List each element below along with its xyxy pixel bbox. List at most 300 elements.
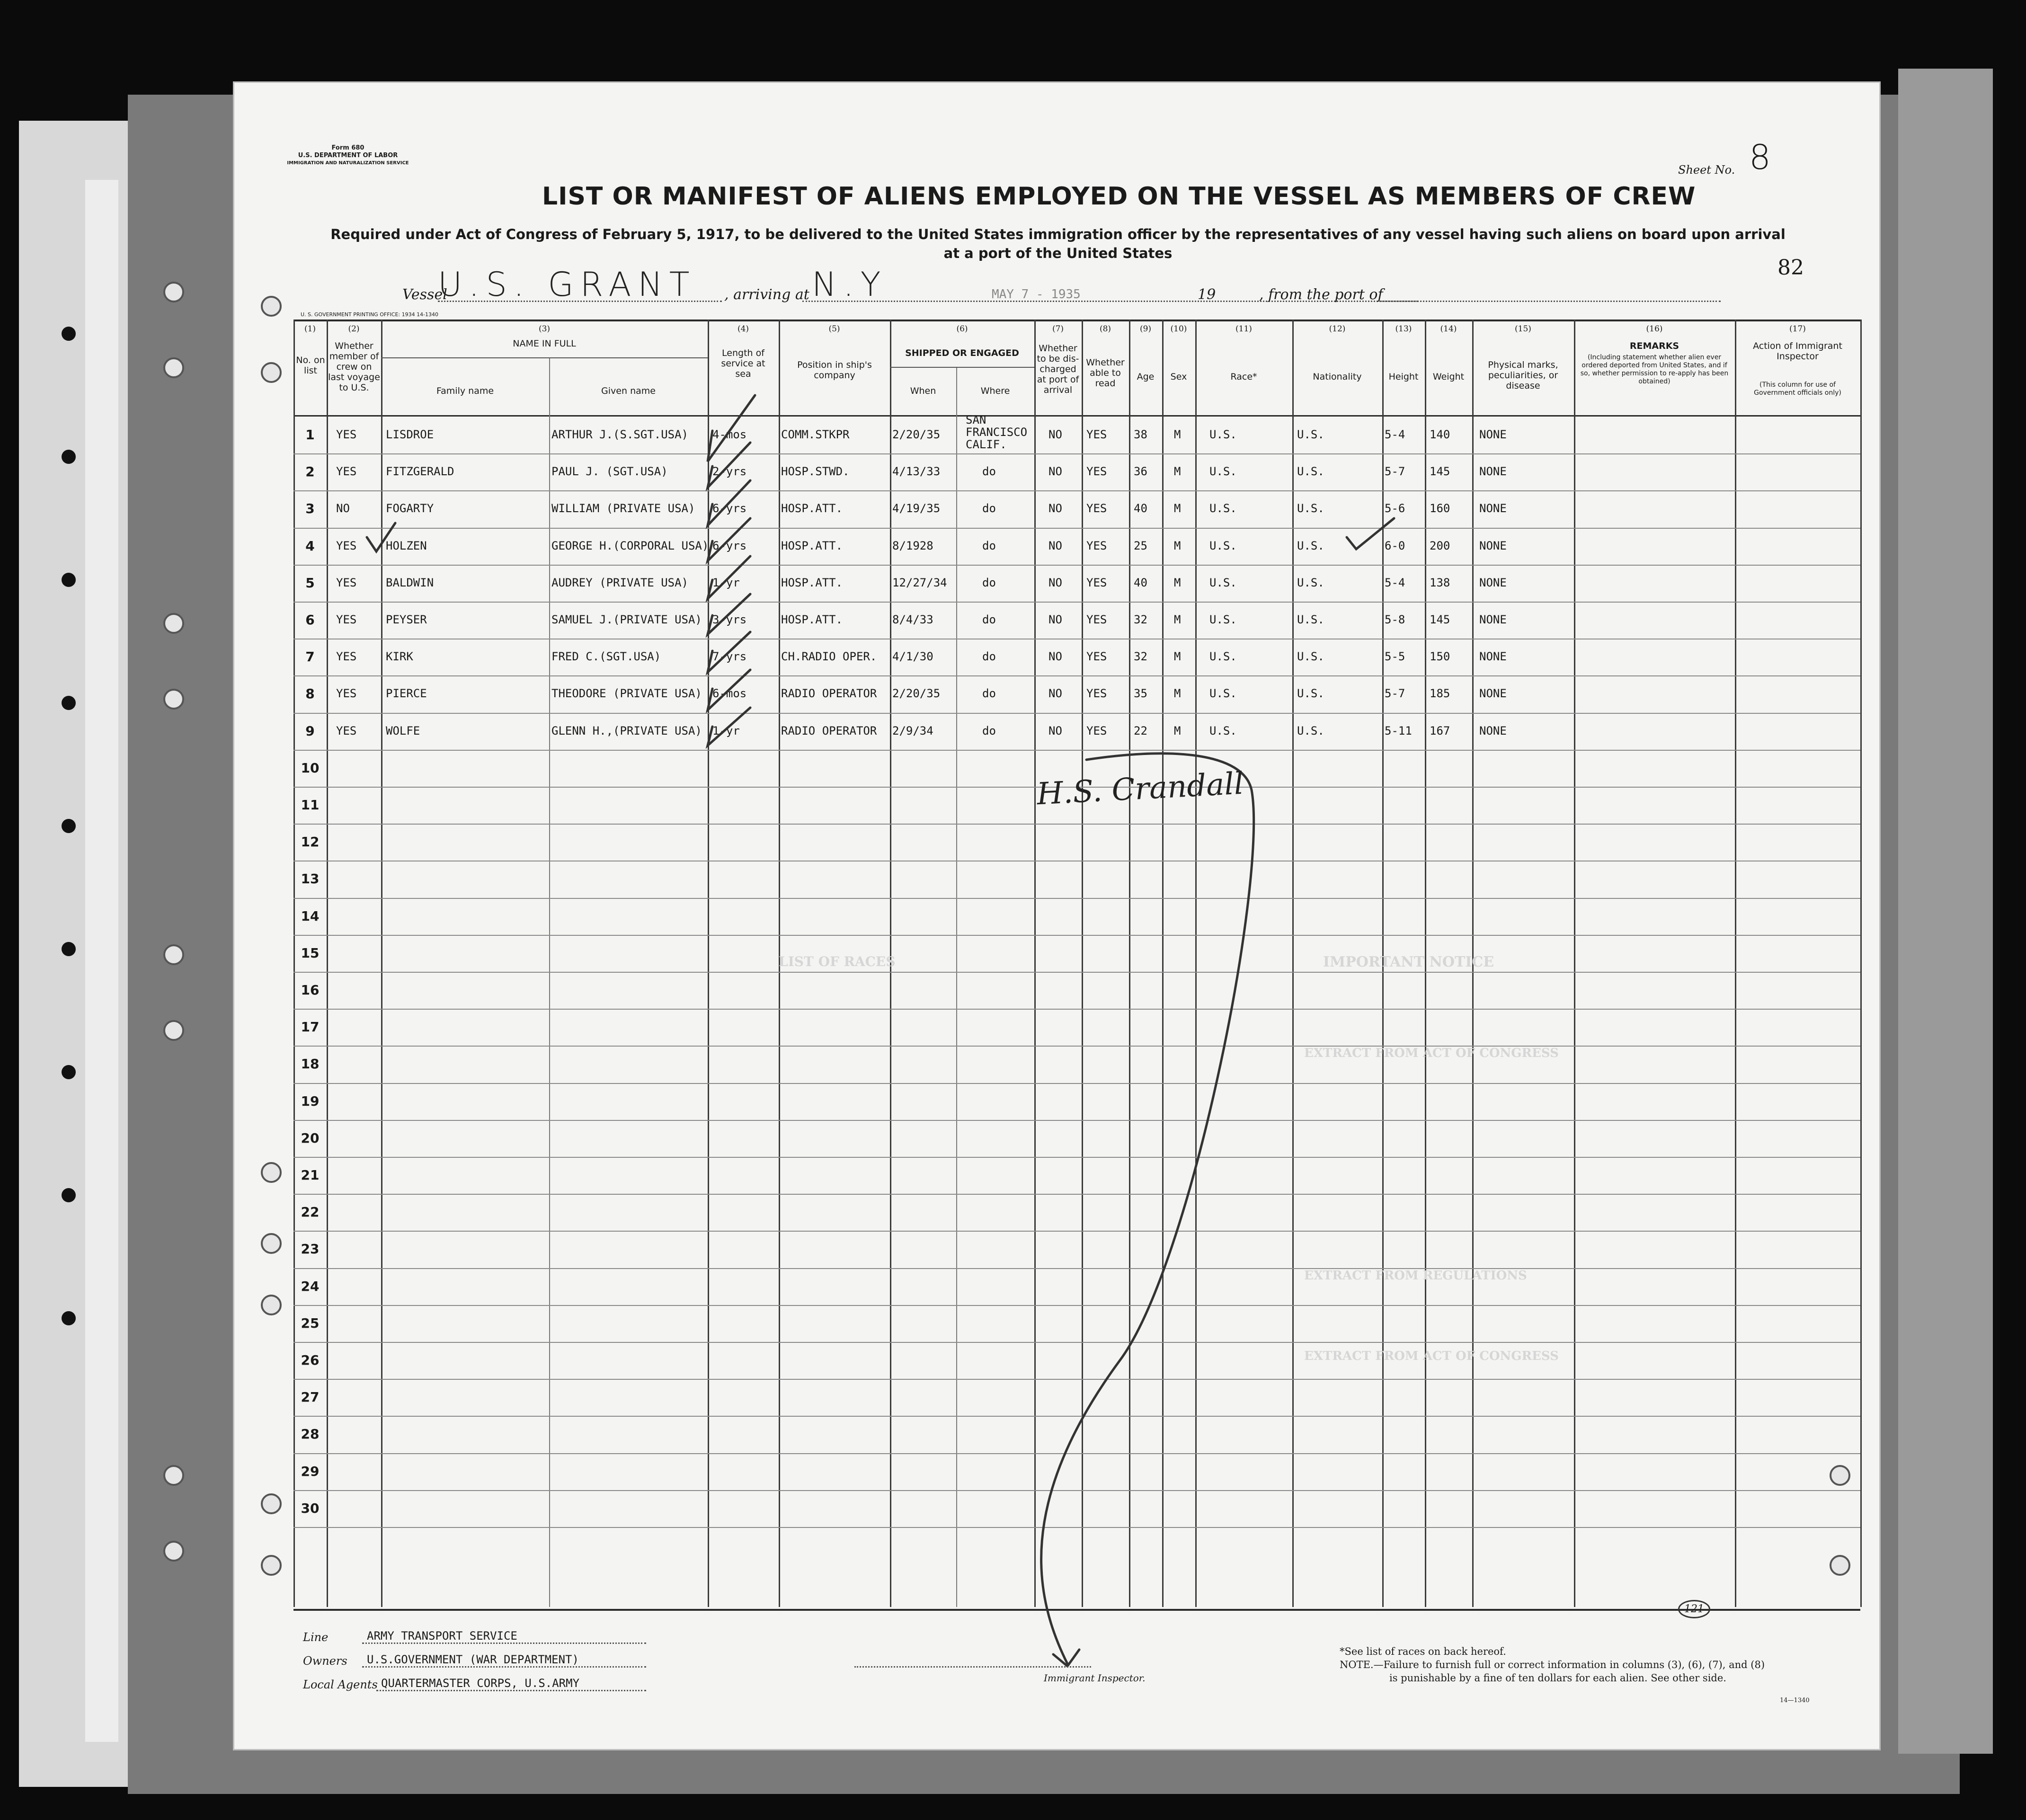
crew-sex: M bbox=[1174, 465, 1181, 479]
row-number: 17 bbox=[301, 1019, 320, 1035]
col-header-physical-marks: Physical marks, peculiarities, or disease bbox=[1488, 360, 1558, 391]
crew-height: 5-5 bbox=[1385, 650, 1405, 664]
crew-family-name: FOGARTY bbox=[386, 502, 434, 515]
crew-weight: 150 bbox=[1430, 650, 1450, 664]
crew-shipped-where: do bbox=[982, 502, 996, 515]
crew-nationality: U.S. bbox=[1297, 650, 1324, 664]
row-number: 9 bbox=[305, 723, 315, 739]
col-num: (14) bbox=[1440, 324, 1457, 334]
crew-discharged: NO bbox=[1049, 687, 1062, 701]
col-num: (4) bbox=[737, 324, 749, 334]
back-sheet-edge bbox=[1898, 69, 1993, 1754]
row-line bbox=[293, 935, 1860, 936]
row-number: 11 bbox=[301, 797, 320, 813]
crew-discharged: NO bbox=[1049, 724, 1062, 737]
crew-age: 40 bbox=[1134, 576, 1147, 589]
crew-discharged: NO bbox=[1049, 502, 1062, 515]
binding-hole bbox=[62, 819, 76, 833]
row-line bbox=[293, 1268, 1860, 1269]
crew-position: HOSP.ATT. bbox=[781, 502, 843, 515]
crew-family-name: HOLZEN bbox=[386, 539, 427, 552]
crew-given-name: GLENN H.,(PRIVATE USA) bbox=[551, 724, 702, 737]
crew-position: HOSP.ATT. bbox=[781, 539, 843, 552]
row-line bbox=[293, 1083, 1860, 1084]
crew-service-length: 3-yrs bbox=[712, 613, 747, 626]
crew-shipped-when: 2/20/35 bbox=[892, 687, 941, 701]
crew-shipped-where: do bbox=[982, 465, 996, 479]
row-line bbox=[293, 1490, 1860, 1491]
punch-hole bbox=[261, 296, 282, 317]
crew-prev-voyage: YES bbox=[336, 428, 357, 441]
crew-sex: M bbox=[1174, 502, 1181, 515]
crew-shipped-where: do bbox=[982, 650, 996, 664]
crew-prev-voyage: YES bbox=[336, 539, 357, 552]
col-line bbox=[1860, 320, 1862, 1607]
col-header-sex: Sex bbox=[1170, 372, 1187, 382]
row-number: 30 bbox=[301, 1500, 320, 1516]
row-number: 13 bbox=[301, 871, 320, 887]
header-divider bbox=[293, 415, 1860, 417]
crew-service-length: 6-mos bbox=[712, 687, 747, 701]
col-num: (6) bbox=[956, 324, 968, 334]
form-header bbox=[286, 144, 409, 167]
col-header-remarks-note: (Including statement whether alien ever ordered deported from United States, and if so, whether permission to re-apply has been obtained) bbox=[1580, 354, 1729, 385]
owners-value: U.S.GOVERNMENT (WAR DEPARTMENT) bbox=[367, 1653, 579, 1666]
crew-shipped-where: do bbox=[982, 576, 996, 589]
col-header-age: Age bbox=[1137, 372, 1155, 382]
row-line bbox=[293, 1527, 1860, 1528]
crew-age: 22 bbox=[1134, 724, 1147, 737]
row-line bbox=[293, 528, 1860, 529]
crew-weight: 145 bbox=[1430, 465, 1450, 479]
crew-sex: M bbox=[1174, 539, 1181, 552]
col-line bbox=[956, 367, 957, 1607]
crew-service-length: 1-yr bbox=[712, 724, 740, 737]
crew-given-name: FRED C.(SGT.USA) bbox=[551, 650, 661, 664]
crew-position: HOSP.ATT. bbox=[781, 613, 843, 626]
col-header-weight: Weight bbox=[1432, 372, 1465, 382]
crew-nationality: U.S. bbox=[1297, 502, 1324, 515]
crew-weight: 167 bbox=[1430, 724, 1450, 737]
col-header-inspector-note: (This column for use of Government officials only) bbox=[1754, 381, 1841, 397]
punch-hole bbox=[261, 1555, 282, 1576]
row-number: 19 bbox=[301, 1093, 320, 1109]
col-header-discharged: Whether to be dis-charged at port of arrival bbox=[1037, 343, 1079, 395]
printing-office: U. S. GOVERNMENT PRINTING OFFICE: 1934 14-1340 bbox=[301, 311, 439, 318]
crew-shipped-when: 8/4/33 bbox=[892, 613, 933, 626]
inspector-signature-line bbox=[854, 1666, 1091, 1668]
crew-age: 38 bbox=[1134, 428, 1147, 441]
year-label: 19 bbox=[1198, 286, 1216, 303]
col-header-where: Where bbox=[980, 386, 1010, 396]
crew-shipped-where: do bbox=[982, 687, 996, 701]
name-subheader-line bbox=[381, 357, 708, 358]
crew-sex: M bbox=[1174, 613, 1181, 626]
crew-service-length: 7-yrs bbox=[712, 650, 747, 664]
crew-sex: M bbox=[1174, 650, 1181, 664]
col-num: (13) bbox=[1395, 324, 1412, 334]
row-number: 4 bbox=[305, 538, 315, 554]
crew-discharged: NO bbox=[1049, 465, 1062, 479]
crew-able-to-read: YES bbox=[1086, 613, 1107, 626]
crew-prev-voyage: YES bbox=[336, 465, 357, 479]
page-title: LIST OR MANIFEST OF ALIENS EMPLOYED ON THE VESSEL AS MEMBERS OF CREW bbox=[542, 182, 1696, 211]
owners-label: Owners bbox=[303, 1654, 347, 1668]
crew-family-name: PEYSER bbox=[386, 613, 427, 626]
crew-discharged: NO bbox=[1049, 539, 1062, 552]
race-footnote: *See list of races on back hereof. bbox=[1340, 1646, 1506, 1657]
row-line bbox=[293, 1157, 1860, 1158]
form-code: 14—1340 bbox=[1780, 1697, 1810, 1704]
date-stamp: MAY 7 - 1935 bbox=[992, 287, 1081, 302]
crew-height: 5-7 bbox=[1385, 687, 1405, 701]
col-header-nationality: Nationality bbox=[1313, 372, 1362, 382]
crew-race: U.S. bbox=[1209, 576, 1237, 589]
col-num: (3) bbox=[538, 324, 551, 334]
row-number: 25 bbox=[301, 1315, 320, 1331]
crew-physical-marks: NONE bbox=[1479, 687, 1507, 701]
col-header-read: Whether able to read bbox=[1086, 357, 1125, 389]
punch-hole bbox=[261, 362, 282, 383]
row-number: 6 bbox=[305, 612, 315, 628]
shipped-subheader-line bbox=[890, 367, 1034, 368]
crew-height: 5-11 bbox=[1385, 724, 1412, 737]
row-line bbox=[293, 1009, 1860, 1010]
col-header-when: When bbox=[910, 386, 936, 396]
crew-able-to-read: YES bbox=[1086, 576, 1107, 589]
row-line bbox=[293, 602, 1860, 603]
crew-given-name: AUDREY (PRIVATE USA) bbox=[551, 576, 688, 589]
crew-physical-marks: NONE bbox=[1479, 613, 1507, 626]
crew-position: COMM.STKPR bbox=[781, 428, 850, 441]
crew-race: U.S. bbox=[1209, 502, 1237, 515]
row-line bbox=[293, 1194, 1860, 1195]
bleed-through-text: LIST OF RACES bbox=[779, 954, 896, 969]
punch-hole bbox=[261, 1493, 282, 1514]
arrow-head bbox=[1053, 1650, 1079, 1666]
page-subtitle: Required under Act of Congress of February 5, 1917, to be delivered to the United States immigration officer by the representatives of any vessel having such aliens on board upon arrival at a port of the United States bbox=[330, 226, 1786, 261]
crew-physical-marks: NONE bbox=[1479, 576, 1507, 589]
row-number: 15 bbox=[301, 945, 320, 961]
row-line bbox=[293, 898, 1860, 899]
crew-position: CH.RADIO OPER. bbox=[781, 650, 877, 664]
circled-number: 121 bbox=[1678, 1600, 1710, 1618]
crew-able-to-read: YES bbox=[1086, 428, 1107, 441]
row-number: 18 bbox=[301, 1056, 320, 1072]
binding-hole bbox=[62, 696, 76, 710]
crew-nationality: U.S. bbox=[1297, 465, 1324, 479]
row-line bbox=[293, 713, 1860, 714]
crew-family-name: BALDWIN bbox=[386, 576, 434, 589]
crew-weight: 145 bbox=[1430, 613, 1450, 626]
col-header-no: No. on list bbox=[296, 355, 325, 376]
crew-physical-marks: NONE bbox=[1479, 724, 1507, 737]
binder-ring bbox=[163, 357, 184, 378]
col-line bbox=[1574, 320, 1575, 1607]
crew-position: RADIO OPERATOR bbox=[781, 724, 877, 737]
crew-family-name: LISDROE bbox=[386, 428, 434, 441]
row-line bbox=[293, 824, 1860, 825]
col-header-height: Height bbox=[1388, 372, 1419, 382]
crew-height: 6-0 bbox=[1385, 539, 1405, 552]
row-number: 22 bbox=[301, 1204, 320, 1220]
row-number: 7 bbox=[305, 649, 315, 665]
col-header-service: Length of service at sea bbox=[721, 348, 765, 379]
crew-sex: M bbox=[1174, 724, 1181, 737]
row-number: 12 bbox=[301, 834, 320, 850]
col-header-inspector-action: Action of Immigrant Inspector bbox=[1753, 341, 1842, 362]
crew-given-name: GEORGE H.(CORPORAL USA) bbox=[551, 539, 709, 552]
binding-hole bbox=[62, 1065, 76, 1079]
row-number: 10 bbox=[301, 760, 320, 776]
page-number: 82 bbox=[1777, 256, 1804, 280]
col-line bbox=[1735, 320, 1736, 1607]
col-num: (16) bbox=[1646, 324, 1663, 334]
agents-value: QUARTERMASTER CORPS, U.S.ARMY bbox=[381, 1677, 580, 1690]
vessel-name: U.S. GRANT bbox=[438, 265, 696, 304]
crew-shipped-when: 2/20/35 bbox=[892, 428, 941, 441]
col-line bbox=[327, 320, 328, 1607]
col-num: (17) bbox=[1789, 324, 1806, 334]
crew-race: U.S. bbox=[1209, 687, 1237, 701]
col-header-name: NAME IN FULL bbox=[513, 338, 576, 349]
row-number: 24 bbox=[301, 1278, 320, 1294]
col-num: (11) bbox=[1235, 324, 1252, 334]
crew-age: 40 bbox=[1134, 502, 1147, 515]
crew-position: HOSP.ATT. bbox=[781, 576, 843, 589]
col-line bbox=[1195, 320, 1197, 1607]
row-number: 28 bbox=[301, 1426, 320, 1442]
col-num: (2) bbox=[348, 324, 360, 334]
col-header-position: Position in ship's company bbox=[797, 360, 872, 381]
crew-nationality: U.S. bbox=[1297, 613, 1324, 626]
crew-prev-voyage: YES bbox=[336, 576, 357, 589]
arriving-label: , arriving at bbox=[724, 286, 809, 303]
crew-height: 5-4 bbox=[1385, 576, 1405, 589]
col-line bbox=[1129, 320, 1130, 1607]
crew-race: U.S. bbox=[1209, 539, 1237, 552]
line-label: Line bbox=[303, 1631, 329, 1644]
col-num: (12) bbox=[1329, 324, 1346, 334]
from-port-label: , from the port of bbox=[1259, 286, 1383, 303]
crew-shipped-where: do bbox=[982, 613, 996, 626]
row-number: 2 bbox=[305, 464, 315, 480]
col-num: (7) bbox=[1052, 324, 1064, 334]
crew-physical-marks: NONE bbox=[1479, 465, 1507, 479]
service-name: IMMIGRATION AND NATURALIZATION SERVICE bbox=[287, 160, 409, 166]
crew-able-to-read: YES bbox=[1086, 502, 1107, 515]
bleed-through-text: EXTRACT FROM ACT OF CONGRESS bbox=[1304, 1046, 1559, 1060]
col-line bbox=[549, 357, 550, 1607]
binding-hole bbox=[62, 327, 76, 341]
crew-able-to-read: YES bbox=[1086, 465, 1107, 479]
crew-service-length: 6-yrs bbox=[712, 502, 747, 515]
binding-hole bbox=[62, 573, 76, 587]
binder-ring bbox=[163, 944, 184, 965]
binder-ring bbox=[163, 1020, 184, 1041]
department-name: U.S. DEPARTMENT OF LABOR bbox=[298, 152, 398, 159]
row-line bbox=[293, 565, 1860, 566]
crew-prev-voyage: YES bbox=[336, 613, 357, 626]
crew-race: U.S. bbox=[1209, 650, 1237, 664]
crew-shipped-where: do bbox=[982, 539, 996, 552]
crew-service-length: 1-yr bbox=[712, 576, 740, 589]
crew-physical-marks: NONE bbox=[1479, 502, 1507, 515]
crew-given-name: THEODORE (PRIVATE USA) bbox=[551, 687, 702, 701]
crew-race: U.S. bbox=[1209, 428, 1237, 441]
crew-height: 5-8 bbox=[1385, 613, 1405, 626]
line-underline bbox=[362, 1642, 646, 1644]
col-num: (1) bbox=[304, 324, 316, 334]
crew-family-name: FITZGERALD bbox=[386, 465, 454, 479]
crew-weight: 140 bbox=[1430, 428, 1450, 441]
crew-sex: M bbox=[1174, 576, 1181, 589]
row-line bbox=[293, 750, 1860, 751]
crew-discharged: NO bbox=[1049, 613, 1062, 626]
row-number: 8 bbox=[305, 686, 315, 702]
crew-weight: 160 bbox=[1430, 502, 1450, 515]
crew-nationality: U.S. bbox=[1297, 724, 1324, 737]
col-header-remarks: REMARKS bbox=[1629, 341, 1679, 351]
col-header-given-name: Given name bbox=[601, 386, 656, 396]
crew-table bbox=[293, 320, 1860, 1611]
owners-underline bbox=[362, 1666, 646, 1668]
crew-weight: 185 bbox=[1430, 687, 1450, 701]
col-num: (8) bbox=[1099, 324, 1111, 334]
col-num: (5) bbox=[828, 324, 840, 334]
bleed-through-text: IMPORTANT NOTICE bbox=[1323, 954, 1494, 970]
col-line bbox=[708, 320, 709, 1607]
crew-service-length: 2-yrs bbox=[712, 465, 747, 479]
row-line bbox=[293, 1231, 1860, 1232]
col-header-shipped: SHIPPED OR ENGAGED bbox=[905, 348, 1019, 358]
row-line bbox=[293, 1046, 1860, 1047]
row-number: 1 bbox=[305, 427, 315, 443]
row-line bbox=[293, 1305, 1860, 1306]
row-line bbox=[293, 675, 1860, 676]
crew-nationality: U.S. bbox=[1297, 687, 1324, 701]
row-number: 14 bbox=[301, 908, 320, 924]
row-number: 16 bbox=[301, 982, 320, 998]
crew-shipped-when: 4/19/35 bbox=[892, 502, 941, 515]
crew-prev-voyage: NO bbox=[336, 502, 350, 515]
row-number: 29 bbox=[301, 1463, 320, 1479]
crew-nationality: U.S. bbox=[1297, 576, 1324, 589]
crew-age: 32 bbox=[1134, 650, 1147, 664]
row-number: 21 bbox=[301, 1167, 320, 1183]
penalty-note-1: NOTE.—Failure to furnish full or correct information in columns (3), (6), (7), and (8) bbox=[1340, 1659, 1765, 1670]
crew-family-name: WOLFE bbox=[386, 724, 420, 737]
crew-discharged: NO bbox=[1049, 428, 1062, 441]
form-number: Form 680 bbox=[331, 144, 364, 151]
crew-height: 5-6 bbox=[1385, 502, 1405, 515]
punch-hole bbox=[261, 1233, 282, 1254]
col-line bbox=[1292, 320, 1294, 1607]
crew-race: U.S. bbox=[1209, 613, 1237, 626]
line-value: ARMY TRANSPORT SERVICE bbox=[367, 1629, 517, 1642]
crew-given-name: SAMUEL J.(PRIVATE USA) bbox=[551, 613, 702, 626]
row-line bbox=[293, 453, 1860, 454]
crew-shipped-when: 4/1/30 bbox=[892, 650, 933, 664]
left-binding-inner-strip bbox=[85, 180, 118, 1742]
col-line bbox=[1162, 320, 1164, 1607]
crew-age: 36 bbox=[1134, 465, 1147, 479]
binder-ring bbox=[163, 613, 184, 634]
crew-height: 5-4 bbox=[1385, 428, 1405, 441]
crew-family-name: KIRK bbox=[386, 650, 413, 664]
crew-age: 32 bbox=[1134, 613, 1147, 626]
crew-sex: M bbox=[1174, 687, 1181, 701]
row-number: 27 bbox=[301, 1389, 320, 1405]
binding-hole bbox=[62, 942, 76, 956]
col-header-prev-voyage: Whether member of crew on last voyage to U.S. bbox=[328, 341, 380, 393]
binder-ring bbox=[163, 689, 184, 710]
binding-hole bbox=[62, 450, 76, 464]
bleed-through-text: EXTRACT FROM ACT OF CONGRESS bbox=[1304, 1349, 1559, 1363]
crew-position: HOSP.STWD. bbox=[781, 465, 850, 479]
crew-shipped-when: 2/9/34 bbox=[892, 724, 933, 737]
crew-prev-voyage: YES bbox=[336, 687, 357, 701]
agents-underline bbox=[376, 1690, 646, 1691]
col-line bbox=[1082, 320, 1083, 1607]
agents-label: Local Agents bbox=[303, 1678, 378, 1691]
inspector-signature: H.S. Crandall bbox=[1036, 766, 1245, 812]
binding-hole bbox=[62, 1311, 76, 1325]
crew-weight: 138 bbox=[1430, 576, 1450, 589]
crew-shipped-where: SAN FRANCISCO CALIF. bbox=[966, 413, 1028, 451]
col-num: (9) bbox=[1139, 324, 1152, 334]
crew-prev-voyage: YES bbox=[336, 724, 357, 737]
punch-hole bbox=[261, 1162, 282, 1183]
crew-able-to-read: YES bbox=[1086, 539, 1107, 552]
crew-given-name: ARTHUR J.(S.SGT.USA) bbox=[551, 428, 688, 441]
row-number: 23 bbox=[301, 1241, 320, 1257]
vessel-underline bbox=[438, 301, 722, 302]
crew-given-name: PAUL J. (SGT.USA) bbox=[551, 465, 668, 479]
from-port-underline bbox=[1380, 301, 1721, 302]
row-line bbox=[293, 1120, 1860, 1121]
crew-physical-marks: NONE bbox=[1479, 539, 1507, 552]
row-line bbox=[293, 1453, 1860, 1454]
row-number: 5 bbox=[305, 575, 315, 591]
col-line bbox=[1034, 320, 1036, 1607]
row-number: 26 bbox=[301, 1352, 320, 1368]
crew-shipped-where: do bbox=[982, 724, 996, 737]
crew-prev-voyage: YES bbox=[336, 650, 357, 664]
crew-physical-marks: NONE bbox=[1479, 428, 1507, 441]
crew-position: RADIO OPERATOR bbox=[781, 687, 877, 701]
crew-service-length: 6-yrs bbox=[712, 539, 747, 552]
row-line bbox=[293, 1342, 1860, 1343]
crew-weight: 200 bbox=[1430, 539, 1450, 552]
row-number: 20 bbox=[301, 1130, 320, 1146]
col-num: (10) bbox=[1170, 324, 1187, 334]
sheet-number: 8 bbox=[1749, 137, 1771, 177]
row-line bbox=[293, 490, 1860, 491]
vessel-label: Vessel bbox=[402, 286, 447, 303]
binder-ring bbox=[163, 1465, 184, 1486]
crew-able-to-read: YES bbox=[1086, 724, 1107, 737]
binder-ring bbox=[163, 1541, 184, 1562]
row-line bbox=[293, 1416, 1860, 1417]
crew-shipped-when: 4/13/33 bbox=[892, 465, 941, 479]
row-line bbox=[293, 1379, 1860, 1380]
crew-height: 5-7 bbox=[1385, 465, 1405, 479]
punch-hole bbox=[261, 1295, 282, 1315]
sheet-no-label: Sheet No. bbox=[1678, 163, 1735, 177]
col-header-family-name: Family name bbox=[436, 386, 494, 396]
crew-shipped-when: 12/27/34 bbox=[892, 576, 947, 589]
